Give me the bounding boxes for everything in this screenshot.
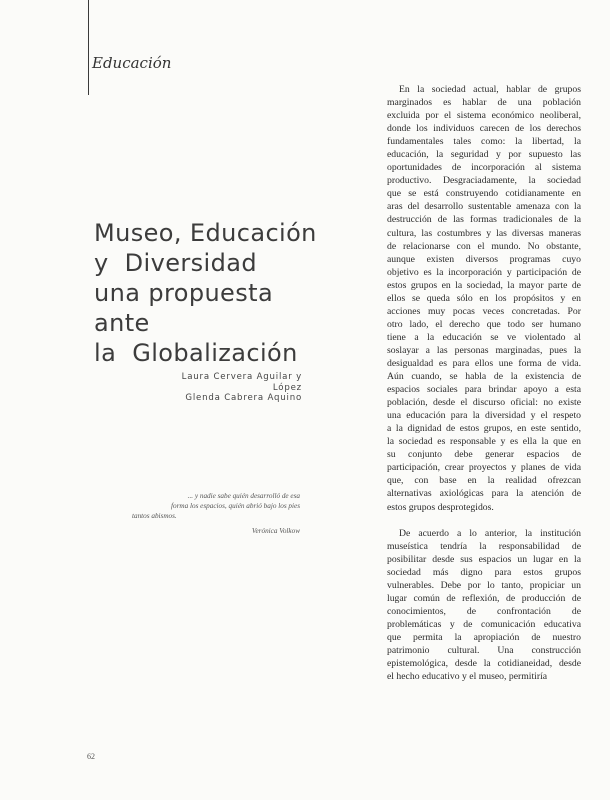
body-line: patrimonio cultural. Una construcción: [387, 644, 581, 656]
title-line: ante: [94, 309, 150, 337]
authors: [150, 372, 302, 404]
body-line: la sociedad es responsable y es ella la que en: [387, 436, 581, 448]
body-line: soslayar a las personas marginadas, pues la: [387, 344, 581, 356]
section-rule: [88, 0, 89, 95]
body-line: estos grupos desprotegidos.: [387, 501, 494, 513]
body-line: epistemológica, desde la cotidianeidad, desde: [387, 658, 581, 670]
body-line: cultura, las costumbres y las diversas maneras: [387, 227, 581, 239]
body-line: excluida por el sistema económico neoliberal,: [387, 110, 581, 122]
body-line: de relacionarse con el mundo. No obstante,: [387, 240, 581, 252]
body-line: Aún cuando, se habla de la existencia de: [387, 371, 581, 383]
body-line: una educación para la diversidad y el respeto: [387, 410, 581, 422]
body-line: educación, la seguridad y por supuesto las: [387, 149, 581, 161]
body-line: acciones muy pocas veces concretadas. Por: [387, 305, 581, 317]
body-line: tiene a la educación se ve violentado al: [387, 331, 581, 343]
body-line: museística tendría la responsabilidad de: [387, 540, 581, 552]
body-line: aras del desarrollo sustentable amenaza con la: [387, 201, 581, 213]
body-line: fundamentales tales como: la libertad, la: [387, 136, 581, 148]
page-number: 62: [87, 752, 95, 761]
title-line: una propuesta: [94, 279, 274, 307]
body-line: sociedad más digno para estos grupos: [387, 566, 581, 578]
body-line: desigualdad es para ellos une forma de vida.: [387, 357, 581, 369]
title-line: la Globalización: [94, 339, 298, 367]
body-line: estos grupos en la sociedad, la mayor parte de: [387, 279, 581, 291]
author-name: Laura Cervera Aguilar y López: [181, 372, 302, 393]
body-line: conocimientos, de confrontación de: [387, 605, 581, 617]
body-line: que se está construyendo cotidianamente en: [387, 188, 581, 200]
epigraph-line: ... y nadie sabe quién desarrolló de esa: [187, 492, 300, 500]
body-line: alternativas axiológicas para la atención de: [387, 488, 581, 500]
body-line: destrucción de las formas tradicionales de la: [387, 214, 581, 226]
body-line: oportunidades de incorporación al sistema: [387, 162, 581, 174]
body-line: En la sociedad actual, hablar de grupos: [399, 84, 581, 95]
body-line: productivo. Desgraciadamente, la sociedad: [387, 175, 581, 187]
epigraph-attribution: Verónica Volkow: [251, 527, 300, 535]
body-line: vulnerables. Debe por lo tanto, propiciar un: [387, 579, 581, 591]
body-line: participación, crear proyectos y planes de vida: [387, 462, 581, 474]
body-line: el hecho educativo y el museo, permitiría: [387, 671, 548, 683]
title-line: y Diversidad: [94, 249, 257, 277]
epigraph-line: forma los espacios, quién abrió bajo los pies: [171, 502, 300, 510]
body-line: ellos se queda sólo en los propósitos y en: [387, 292, 581, 304]
body-line: espacios sociales para brindar apoyo a esta: [387, 384, 581, 396]
title-line: Museo, Educación: [94, 219, 317, 247]
body-line: De acuerdo a lo anterior, la institución: [399, 527, 581, 539]
section-heading: Educación: [92, 54, 172, 72]
body-line: otro lado, el derecho que todo ser humano: [387, 318, 581, 330]
body-line: lugar común de reflexión, de producción de: [387, 592, 581, 604]
body-line: a la dignidad de estos grupos, en este sentido,: [387, 423, 581, 435]
body-line: marginados es hablar de una población: [387, 97, 581, 109]
body-line: su conjunto debe generar espacios de: [387, 449, 581, 461]
body-line: que, con base en la realidad ofrezcan: [387, 475, 581, 487]
body-line: donde los individuos carecen de los derechos: [387, 123, 581, 135]
paragraph-break: [387, 514, 581, 527]
body-line: aunque existen diversos programas cuyo: [387, 253, 581, 265]
body-line: población, desde el discurso oficial: no existe: [387, 397, 581, 409]
epigraph: [120, 491, 300, 536]
epigraph-line: tantos abismos.: [132, 512, 177, 520]
article-title: [94, 218, 317, 368]
body-line: objetivo es la incorporación y participación de: [387, 266, 581, 278]
body-line: posibilitar desde sus espacios un lugar en la: [387, 553, 581, 565]
body-text-column: [387, 83, 581, 683]
author-name: Glenda Cabrera Aquino: [185, 393, 302, 403]
body-line: que permita la apropiación de nuestro: [387, 631, 581, 643]
body-line: problemáticas y de comunicación educativa: [387, 618, 581, 630]
